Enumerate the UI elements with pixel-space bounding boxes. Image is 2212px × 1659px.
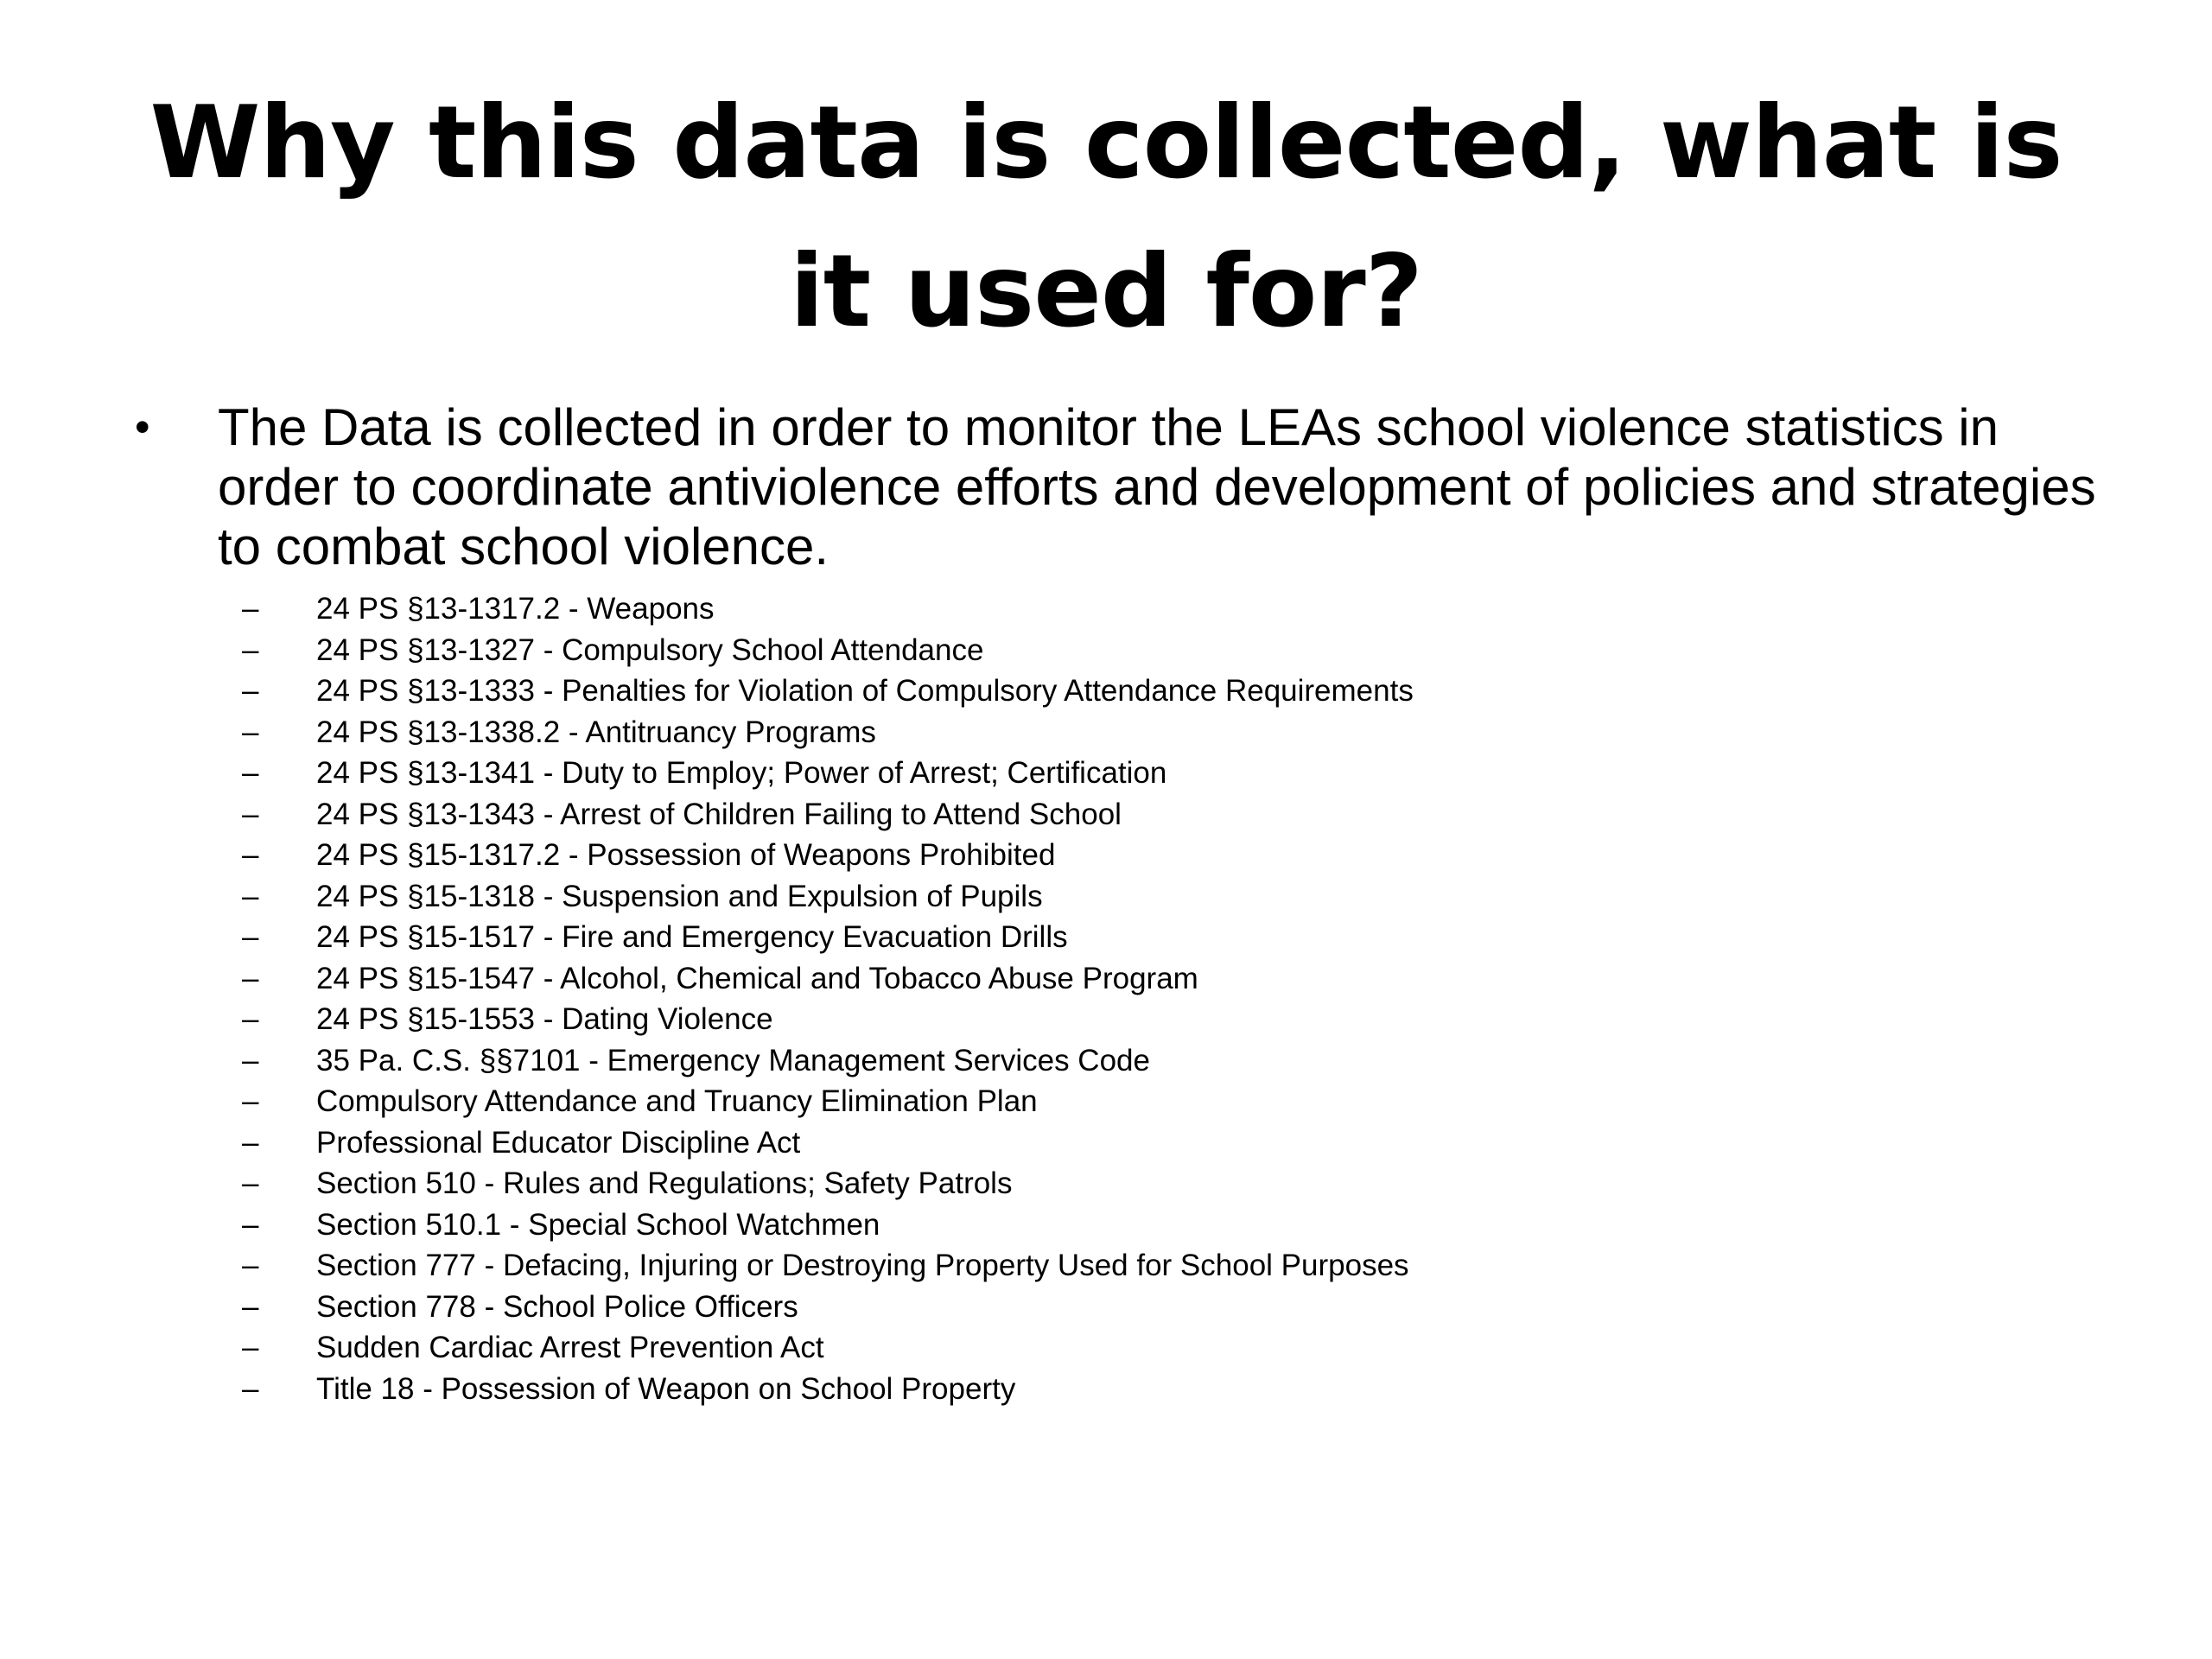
list-item bbox=[130, 917, 2108, 958]
list-item-text: 24 PS §15-1553 - Dating Violence bbox=[316, 1002, 773, 1036]
list-item-text: Section 777 - Defacing, Injuring or Destroying Property Used for School Purposes bbox=[316, 1249, 1409, 1282]
dash-marker: – bbox=[242, 879, 259, 913]
list-item-text: 24 PS §13-1333 - Penalties for Violation of Compulsory Attendance Requirements bbox=[316, 674, 1414, 708]
list-item bbox=[130, 671, 2108, 712]
bullet-marker: • bbox=[135, 403, 150, 451]
dash-marker: – bbox=[242, 1084, 259, 1118]
dash-marker: – bbox=[242, 632, 259, 667]
list-item-text: Sudden Cardiac Arrest Prevention Act bbox=[316, 1331, 824, 1364]
main-bullet-text: The Data is collected in order to monitor the LEAs school violence statistics in order to coordinate antiviolence efforts and development of policies and strategies to combat school violence. bbox=[218, 398, 2096, 575]
dash-marker: – bbox=[242, 592, 259, 626]
list-item bbox=[130, 753, 2108, 794]
list-item-text: 24 PS §13-1341 - Duty to Employ; Power of Arrest; Certification bbox=[316, 756, 1167, 790]
list-item bbox=[130, 876, 2108, 918]
statute-list bbox=[130, 588, 2108, 1409]
dash-marker: – bbox=[242, 715, 259, 749]
list-item bbox=[130, 1327, 2108, 1369]
list-item-text: Professional Educator Discipline Act bbox=[316, 1125, 801, 1160]
list-item bbox=[130, 1245, 2108, 1287]
list-item bbox=[130, 1040, 2108, 1082]
list-item-text: 24 PS §13-1338.2 - Antitruancy Programs bbox=[316, 715, 876, 749]
list-item bbox=[130, 712, 2108, 753]
list-item-text: Compulsory Attendance and Truancy Elimination Plan bbox=[316, 1084, 1038, 1118]
list-item-text: Title 18 - Possession of Weapon on School Property bbox=[316, 1371, 1016, 1406]
list-item bbox=[130, 1163, 2108, 1205]
list-item bbox=[130, 1369, 2108, 1410]
dash-marker: – bbox=[242, 797, 259, 831]
slide-title: Why this data is collected, what is it used for? bbox=[149, 85, 2063, 350]
list-item bbox=[130, 1287, 2108, 1328]
list-item bbox=[130, 835, 2108, 876]
list-item bbox=[130, 1122, 2108, 1164]
list-item bbox=[130, 588, 2108, 630]
dash-marker: – bbox=[242, 961, 259, 995]
list-item bbox=[130, 999, 2108, 1040]
list-item-text: 24 PS §15-1317.2 - Possession of Weapons Prohibited bbox=[316, 838, 1056, 872]
dash-marker: – bbox=[242, 838, 259, 872]
list-item-text: 35 Pa. C.S. §§7101 - Emergency Management Services Code bbox=[316, 1043, 1150, 1077]
list-item bbox=[130, 794, 2108, 836]
list-item-text: 24 PS §13-1317.2 - Weapons bbox=[316, 592, 715, 626]
dash-marker: – bbox=[242, 1043, 259, 1077]
list-item-text: Section 510 - Rules and Regulations; Safety Patrols bbox=[316, 1166, 1013, 1200]
list-item bbox=[130, 630, 2108, 671]
dash-marker: – bbox=[242, 1331, 259, 1364]
main-bullet bbox=[130, 397, 2108, 576]
list-item-text: 24 PS §13-1327 - Compulsory School Attendance bbox=[316, 632, 984, 667]
dash-marker: – bbox=[242, 1289, 259, 1324]
list-item-text: 24 PS §15-1318 - Suspension and Expulsion of Pupils bbox=[316, 879, 1043, 913]
list-item-text: 24 PS §13-1343 - Arrest of Children Failing to Attend School bbox=[316, 797, 1122, 831]
dash-marker: – bbox=[242, 920, 259, 954]
list-item-text: 24 PS §15-1517 - Fire and Emergency Evacuation Drills bbox=[316, 920, 1068, 954]
list-item bbox=[130, 1081, 2108, 1122]
list-item bbox=[130, 1205, 2108, 1246]
dash-marker: – bbox=[242, 674, 259, 708]
dash-marker: – bbox=[242, 1249, 259, 1282]
dash-marker: – bbox=[242, 1125, 259, 1160]
dash-marker: – bbox=[242, 1371, 259, 1406]
dash-marker: – bbox=[242, 1166, 259, 1200]
dash-marker: – bbox=[242, 1002, 259, 1036]
dash-marker: – bbox=[242, 756, 259, 790]
slide-body bbox=[130, 397, 2108, 1409]
list-item bbox=[130, 958, 2108, 1000]
list-item-text: Section 778 - School Police Officers bbox=[316, 1289, 798, 1324]
dash-marker: – bbox=[242, 1207, 259, 1242]
list-item-text: Section 510.1 - Special School Watchmen bbox=[316, 1207, 880, 1242]
list-item-text: 24 PS §15-1547 - Alcohol, Chemical and Tobacco Abuse Program bbox=[316, 961, 1198, 995]
